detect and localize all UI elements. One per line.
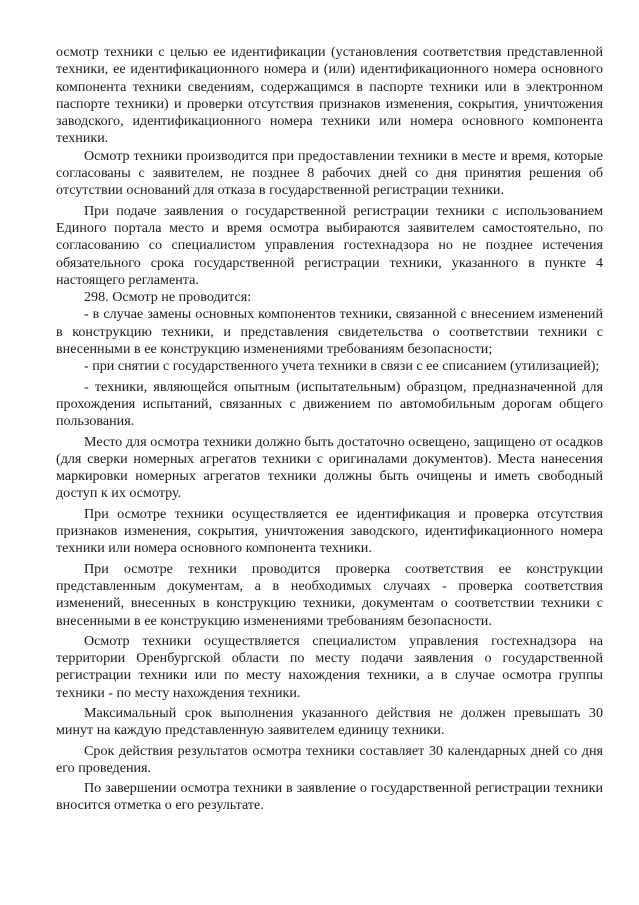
paragraph-max-duration: Максимальный срок выполнения указанного действия не должен превышать 30 минут на каждую представленную заявителем единицу техники.: [56, 704, 603, 739]
paragraph-identification: При осмотре техники осуществляется ее идентификация и проверка отсутствия признаков изменения, сокрытия, уничтожения заводского, идентификационного номера техники или номера основного компонента техники.: [56, 505, 603, 557]
list-item-component-replacement: - в случае замены основных компонентов техники, связанной с внесением изменений в конструкцию техники, и представления свидетельства о соответствии техники с внесенными в ее конструкцию изменениями требованиям безопасности;: [56, 306, 603, 358]
list-item-deregistration: - при снятии с государственного учета техники в связи с ее списанием (утилизацией);: [84, 358, 600, 375]
paragraph-single-portal: При подаче заявления о государственной регистрации техники с использованием Единого портала место и время осмотра выбираются заявителем самостоятельно, по согласованию со специалистом управления гостехнадзора но не позднее истечения обязательного срока государственной регистрации техники, указанного в пункте 4 настоящего регламента.: [56, 202, 603, 288]
paragraph-conformity-check: При осмотре техники проводится проверка соответствия ее конструкции представленным документам, а в необходимых случаях - проверка соответствия изменений, внесенных в конструкцию техники, документам о соответствии техники с внесенными в ее конструкцию изменениями требованиям безопасности.: [56, 560, 603, 629]
paragraph-result-validity: Срок действия результатов осмотра техники составляет 30 календарных дней со дня его проведения.: [56, 742, 603, 776]
paragraph-inspection-purpose: осмотр техники с целью ее идентификации (установления соответствия представленной техники, ее идентификационного номера и (или) идентификационного номера основного компонента техники сведениям, содержащимся в паспорте техники или в электронном паспорте техники) и проверки отсутствия признаков изменения, сокрытия, уничтожения заводского, идентификационного номера техники или номера основного компонента техники.: [56, 44, 603, 147]
paragraph-inspection-place: Место для осмотра техники должно быть достаточно освещено, защищено от осадков (для сверки номерных агрегатов техники с оригиналами документов). Места нанесения маркировки номерных агрегатов техники должны быть очищены и иметь свободный доступ к их осмотру.: [56, 433, 603, 502]
document-body: [56, 44, 603, 815]
paragraph-inspector-location: Осмотр техники осуществляется специалистом управления гостехнадзора на территории Оренбургской области по месту подачи заявления о государственной регистрации техники или по месту нахождения техники, а в случае осмотра группы техники - по месту нахождения техники.: [56, 632, 603, 701]
paragraph-result-mark: По завершении осмотра техники в заявление о государственной регистрации техники вносится отметка о его результате.: [56, 780, 603, 814]
paragraph-inspection-timing: Осмотр техники производится при предоставлении техники в месте и время, которые согласованы с заявителем, не позднее 8 рабочих дней со дня принятия решения об отсутствии оснований для отказа в государственной регистрации техники.: [56, 147, 603, 199]
paragraph-298-heading: 298. Осмотр не проводится:: [84, 289, 252, 306]
list-item-prototype: - техники, являющейся опытным (испытательным) образцом, предназначенной для прохождения испытаний, связанных с движением по автомобильным дорогам общего пользования.: [56, 378, 603, 430]
